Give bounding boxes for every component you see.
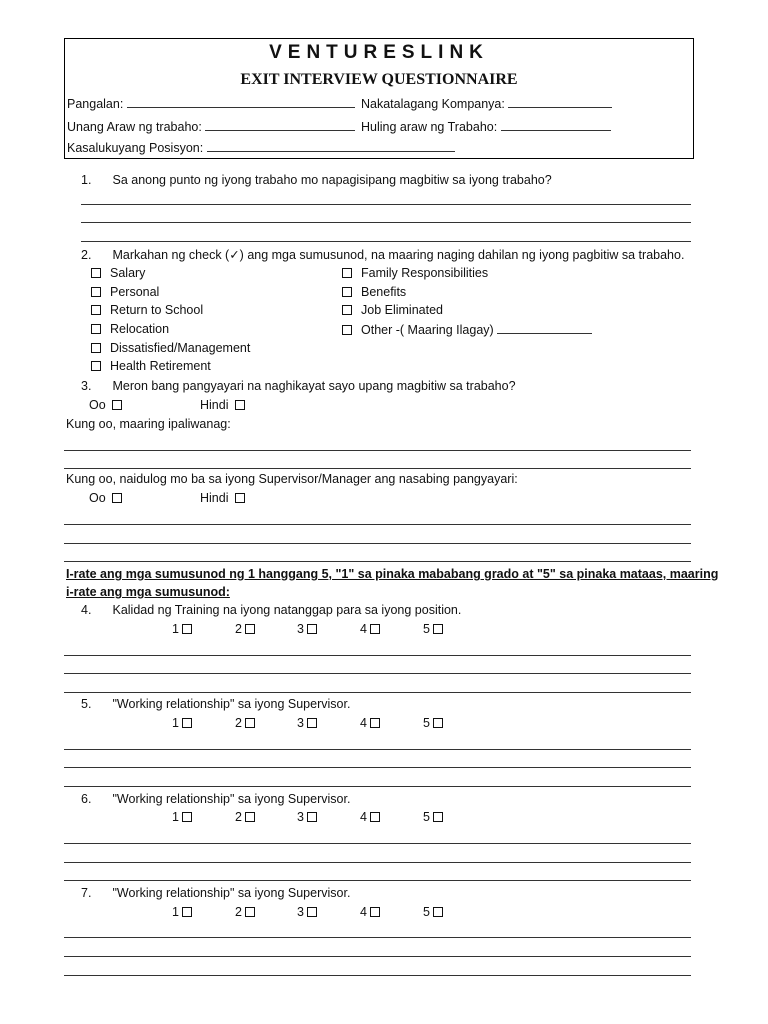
rating-3[interactable] [297, 716, 317, 730]
checkbox[interactable] [91, 305, 101, 315]
rating-4[interactable] [360, 716, 380, 730]
checkbox[interactable] [112, 493, 122, 503]
checkbox[interactable] [370, 812, 380, 822]
checkbox[interactable] [245, 812, 255, 822]
question-4 [81, 603, 461, 617]
answer-line[interactable] [64, 543, 691, 544]
rating-label: 1 [172, 905, 179, 919]
checkbox[interactable] [370, 907, 380, 917]
rating-1[interactable] [172, 716, 192, 730]
checkbox[interactable] [235, 493, 245, 503]
checkbox[interactable] [182, 812, 192, 822]
answer-line[interactable] [64, 862, 691, 863]
rating-instructions-line2: i-rate ang mga sumusunod: [66, 585, 230, 599]
answer-line[interactable] [64, 450, 691, 451]
rating-label: 1 [172, 810, 179, 824]
first-day-field[interactable] [67, 119, 355, 134]
checkbox[interactable] [182, 718, 192, 728]
question-text: "Working relationship" sa iyong Supervisor. [112, 792, 351, 806]
rating-label: 3 [297, 905, 304, 919]
rating-3[interactable] [297, 905, 317, 919]
yes-label: Oo [89, 398, 106, 412]
rating-5[interactable] [423, 716, 443, 730]
answer-line[interactable] [64, 561, 691, 562]
question-2 [81, 247, 684, 262]
rating-label: 5 [423, 622, 430, 636]
checkbox[interactable] [112, 400, 122, 410]
rating-label: 4 [360, 622, 367, 636]
rating-instructions-line1: I-rate ang mga sumusunod ng 1 hanggang 5, "1" sa pinaka mababang grado at "5" sa pinaka mataas, maaring [66, 567, 719, 581]
rating-label: 2 [235, 905, 242, 919]
rating-label: 1 [172, 622, 179, 636]
rating-label: 5 [423, 905, 430, 919]
other-line[interactable] [497, 322, 592, 334]
question-number: 3. [81, 379, 92, 393]
question-text: Kalidad ng Training na iyong natanggap para sa iyong position. [112, 603, 462, 617]
option-label: Dissatisfied/Management [110, 341, 251, 355]
option-salary[interactable] [91, 266, 145, 280]
rating-4[interactable] [360, 622, 380, 636]
option-label: Benefits [361, 285, 407, 299]
checkbox[interactable] [307, 718, 317, 728]
answer-line[interactable] [64, 937, 691, 938]
checkbox[interactable] [307, 624, 317, 634]
explain-label: Kung oo, maaring ipaliwanag: [66, 417, 231, 431]
rating-label: 2 [235, 622, 242, 636]
first-day-label: Unang Araw ng trabaho: [67, 120, 202, 134]
position-label: Kasalukuyang Posisyon: [67, 141, 204, 155]
checkbox[interactable] [370, 624, 380, 634]
option-other[interactable] [342, 322, 592, 337]
option-label: Job Eliminated [361, 303, 443, 317]
company-name: VENTURESLINK [269, 42, 489, 63]
checkbox[interactable] [433, 718, 443, 728]
position-line[interactable] [207, 140, 455, 152]
answer-line[interactable] [64, 880, 691, 881]
question-number: 5. [81, 697, 92, 711]
option-dissatisfied[interactable] [91, 341, 250, 355]
rating-label: 4 [360, 810, 367, 824]
question-5 [81, 697, 350, 711]
no-label: Hindi [200, 398, 229, 412]
option-label: Family Responsibilities [361, 266, 489, 280]
rating-5[interactable] [423, 810, 443, 824]
checkbox[interactable] [433, 624, 443, 634]
option-family[interactable] [342, 266, 488, 280]
option-label: Salary [110, 266, 146, 280]
option-label: Other -( Maaring Ilagay) [361, 323, 494, 337]
rating-4[interactable] [360, 905, 380, 919]
rating-label: 4 [360, 905, 367, 919]
rating-5[interactable] [423, 905, 443, 919]
checkbox[interactable] [91, 268, 101, 278]
question-number: 1. [81, 173, 92, 187]
rating-label: 3 [297, 716, 304, 730]
question-text: "Working relationship" sa iyong Supervisor. [112, 886, 351, 900]
yes-label: Oo [89, 491, 106, 505]
checkbox[interactable] [91, 287, 101, 297]
name-field[interactable] [67, 96, 355, 111]
rating-2[interactable] [235, 905, 255, 919]
answer-line[interactable] [81, 222, 691, 223]
option-relocation[interactable] [91, 322, 169, 336]
question-text: Meron bang pangyayari na naghikayat sayo upang magbitiw sa trabaho? [112, 379, 516, 393]
answer-line[interactable] [64, 692, 691, 693]
last-day-label: Huling araw ng Trabaho: [361, 120, 498, 134]
header-box [64, 38, 694, 159]
rating-label: 5 [423, 716, 430, 730]
checkbox[interactable] [342, 325, 352, 335]
no-option[interactable] [200, 398, 245, 412]
yes-option[interactable] [89, 398, 122, 412]
position-field[interactable] [67, 140, 455, 155]
rating-2[interactable] [235, 716, 255, 730]
rating-3[interactable] [297, 622, 317, 636]
first-day-line[interactable] [205, 119, 355, 131]
question-number: 2. [81, 248, 92, 262]
form-title: EXIT INTERVIEW QUESTIONNAIRE [240, 71, 518, 88]
checkbox[interactable] [307, 907, 317, 917]
checkbox[interactable] [370, 718, 380, 728]
rating-label: 4 [360, 716, 367, 730]
rating-label: 2 [235, 810, 242, 824]
option-label: Relocation [110, 322, 170, 336]
checkbox[interactable] [91, 324, 101, 334]
rating-label: 2 [235, 716, 242, 730]
rating-2[interactable] [235, 810, 255, 824]
checkbox[interactable] [433, 907, 443, 917]
rating-3[interactable] [297, 810, 317, 824]
rating-label: 5 [423, 810, 430, 824]
company-field[interactable] [361, 96, 612, 111]
option-benefits[interactable] [342, 285, 406, 299]
answer-line[interactable] [64, 975, 691, 976]
answer-line[interactable] [81, 204, 691, 205]
question-text: Sa anong punto ng iyong trabaho mo napagisipang magbitiw sa iyong trabaho? [112, 173, 552, 187]
question-text: Markahan ng check (✓) ang mga sumusunod, na maaring naging dahilan ng iyong pagbitiw sa trabaho. [112, 248, 685, 262]
option-label: Health Retirement [110, 359, 211, 373]
company-line[interactable] [508, 96, 612, 108]
name-label: Pangalan: [67, 97, 124, 111]
rating-1[interactable] [172, 905, 192, 919]
answer-line[interactable] [64, 749, 691, 750]
last-day-line[interactable] [501, 119, 611, 131]
answer-line[interactable] [81, 241, 691, 242]
rating-label: 1 [172, 716, 179, 730]
answer-line[interactable] [64, 524, 691, 525]
question-7 [81, 886, 350, 900]
option-job-eliminated[interactable] [342, 303, 443, 317]
name-line[interactable] [127, 96, 355, 108]
checkbox[interactable] [235, 400, 245, 410]
rating-1[interactable] [172, 622, 192, 636]
checkbox[interactable] [342, 268, 352, 278]
checkbox[interactable] [245, 907, 255, 917]
checkbox[interactable] [433, 812, 443, 822]
checkbox[interactable] [307, 812, 317, 822]
answer-line[interactable] [64, 843, 691, 844]
no-option-2[interactable] [200, 491, 245, 505]
followup-question: Kung oo, naidulog mo ba sa iyong Supervisor/Manager ang nasabing pangyayari: [66, 472, 518, 486]
question-3 [81, 379, 516, 393]
checkbox[interactable] [245, 624, 255, 634]
option-return-to-school[interactable] [91, 303, 203, 317]
company-label: Nakatalagang Kompanya: [361, 97, 505, 111]
answer-line[interactable] [64, 767, 691, 768]
question-6 [81, 792, 350, 806]
option-label: Return to School [110, 303, 204, 317]
checkbox[interactable] [182, 624, 192, 634]
no-label: Hindi [200, 491, 229, 505]
checkbox[interactable] [182, 907, 192, 917]
last-day-field[interactable] [361, 119, 611, 134]
checkbox[interactable] [91, 343, 101, 353]
question-number: 4. [81, 603, 92, 617]
question-number: 7. [81, 886, 92, 900]
option-personal[interactable] [91, 285, 159, 299]
rating-label: 3 [297, 622, 304, 636]
option-health-retirement[interactable] [91, 359, 211, 373]
rating-2[interactable] [235, 622, 255, 636]
yes-option-2[interactable] [89, 491, 122, 505]
rating-label: 3 [297, 810, 304, 824]
answer-line[interactable] [64, 956, 691, 957]
checkbox[interactable] [245, 718, 255, 728]
question-text: "Working relationship" sa iyong Supervisor. [112, 697, 351, 711]
checkbox[interactable] [342, 287, 352, 297]
question-1 [81, 173, 552, 187]
question-number: 6. [81, 792, 92, 806]
rating-5[interactable] [423, 622, 443, 636]
checkbox[interactable] [342, 305, 352, 315]
checkbox[interactable] [91, 361, 101, 371]
answer-line[interactable] [64, 673, 691, 674]
rating-4[interactable] [360, 810, 380, 824]
answer-line[interactable] [64, 655, 691, 656]
option-label: Personal [110, 285, 160, 299]
answer-line[interactable] [64, 786, 691, 787]
answer-line[interactable] [64, 468, 691, 469]
rating-1[interactable] [172, 810, 192, 824]
